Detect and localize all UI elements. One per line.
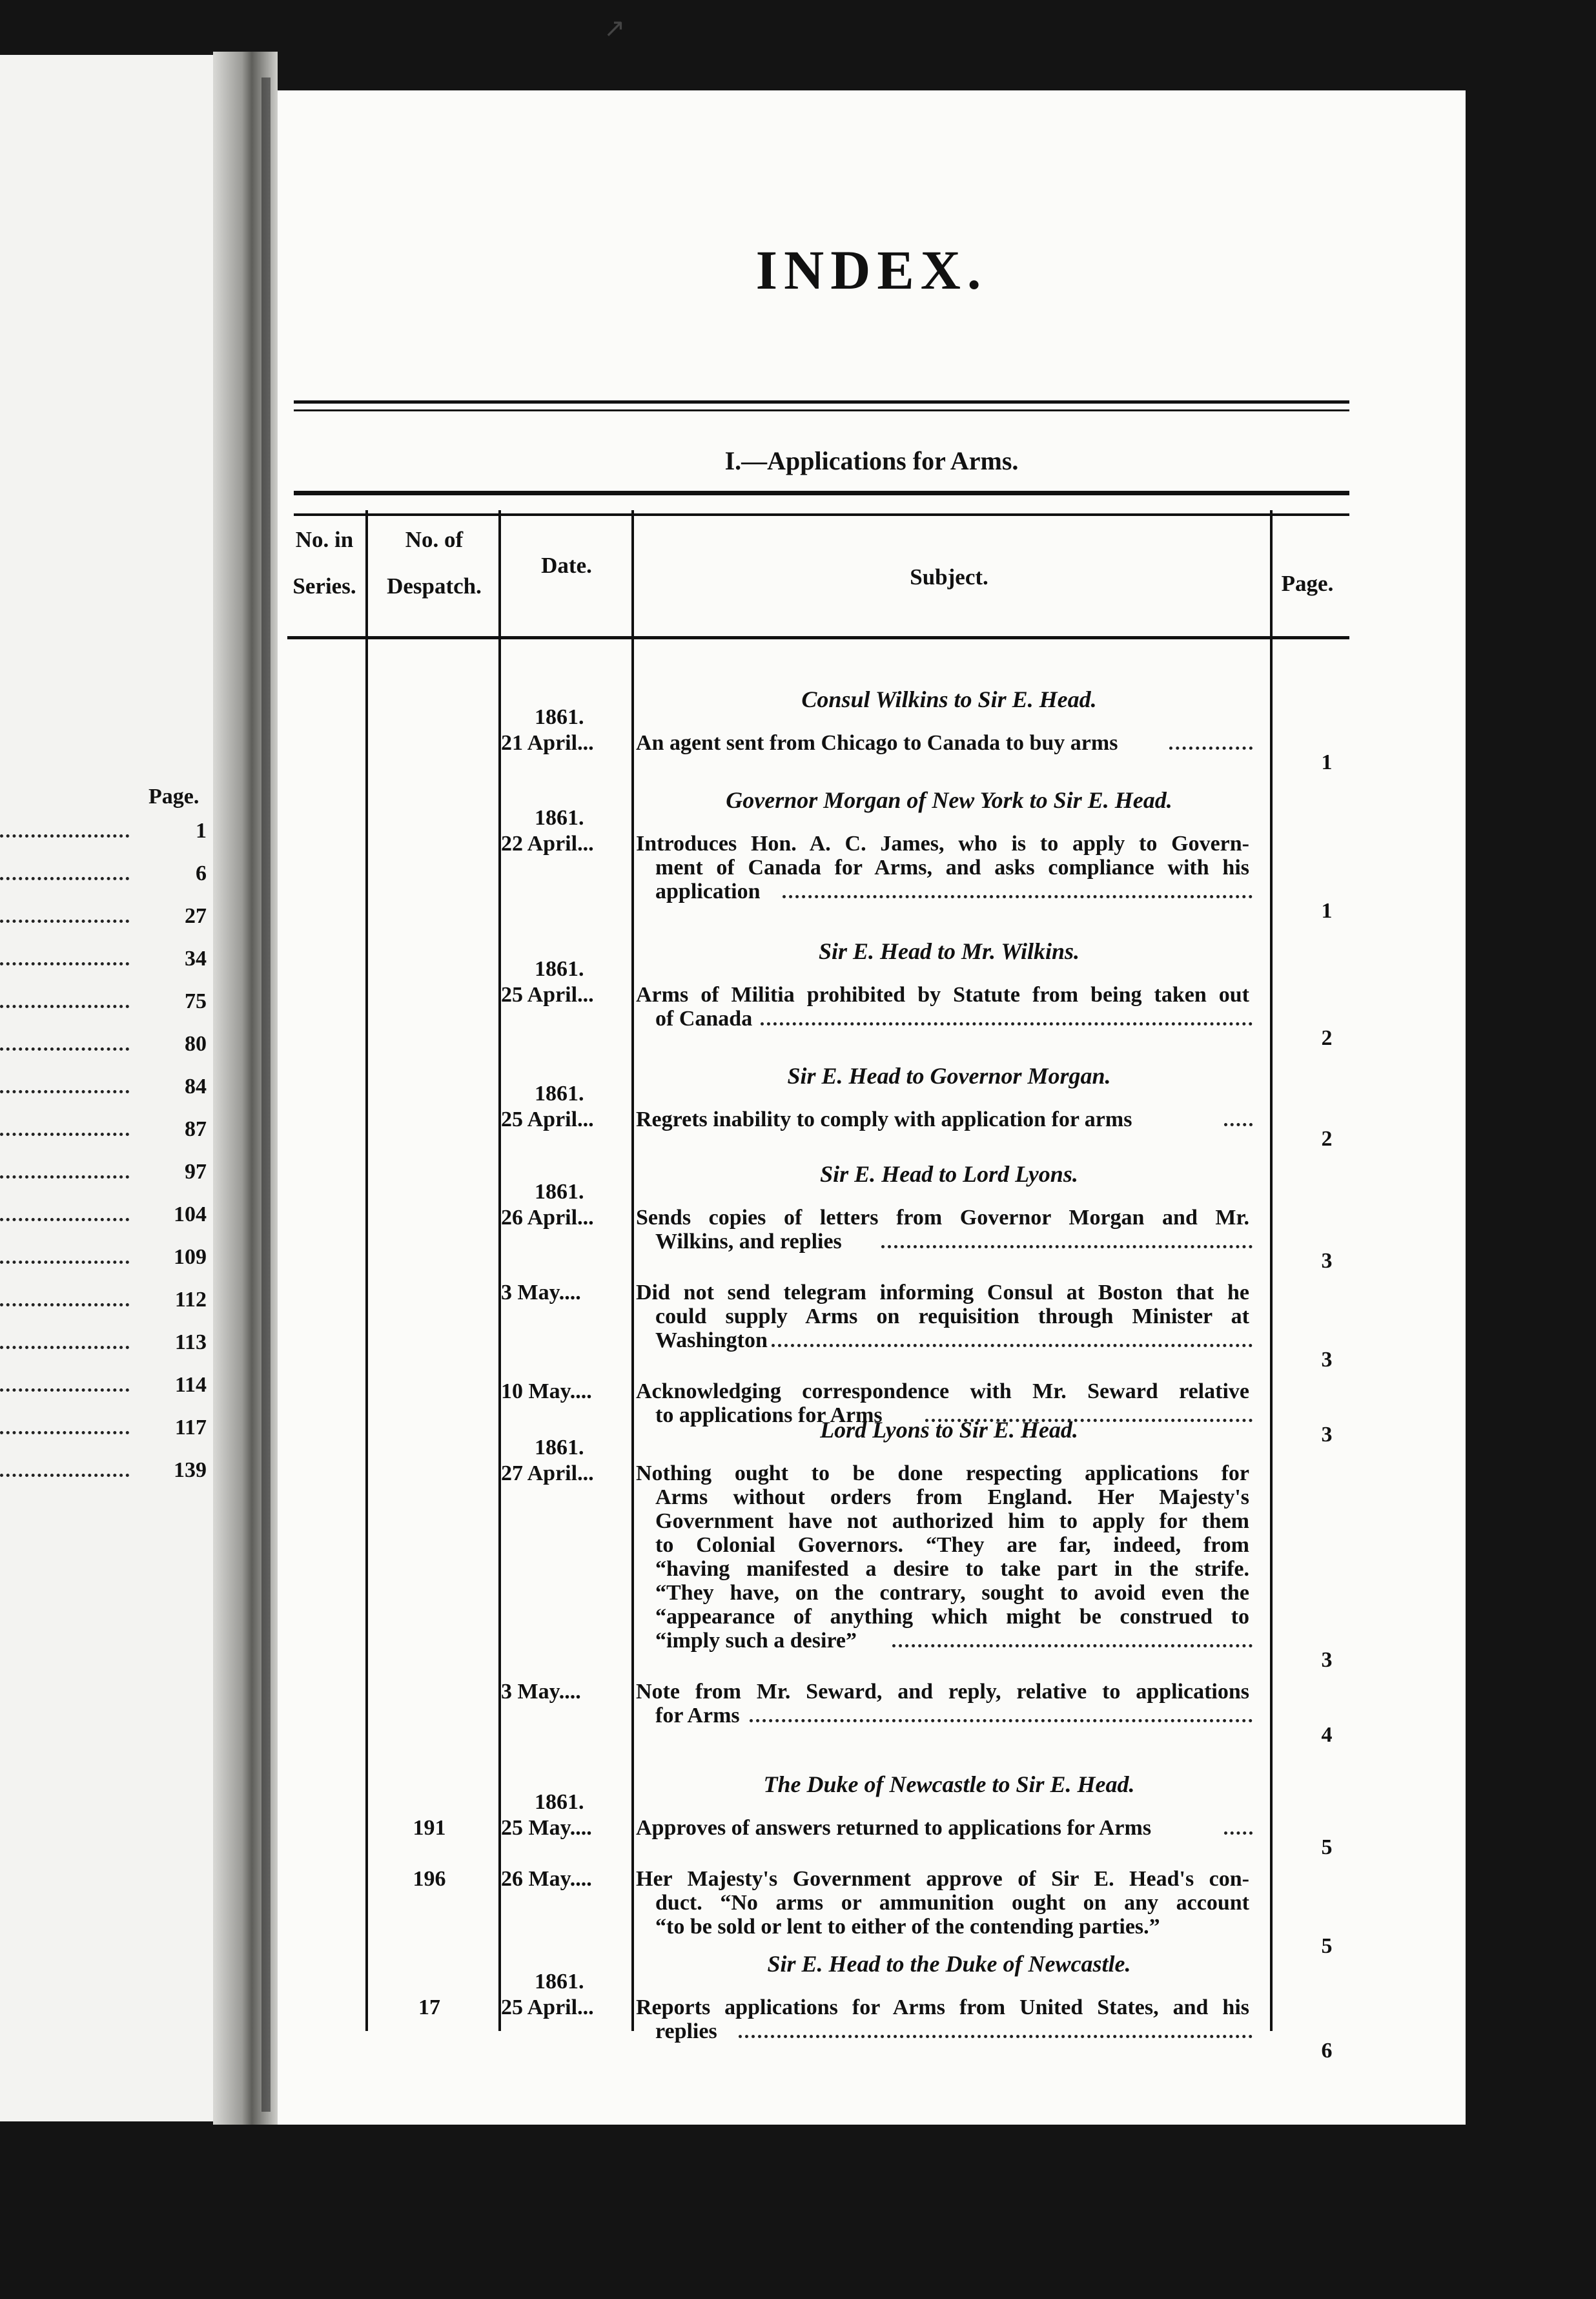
leader-dots bbox=[0, 1090, 129, 1093]
leader-dots bbox=[1169, 747, 1253, 750]
leader-dots bbox=[1224, 1123, 1253, 1126]
col-rule-3 bbox=[631, 510, 634, 2031]
entry-date: 21 April... bbox=[501, 731, 594, 755]
despatch-number: 196 bbox=[413, 1867, 446, 1891]
col-rule-1 bbox=[365, 510, 368, 2031]
entry-date: 27 April... bbox=[501, 1461, 594, 1485]
entry-subject-line: “They have, on the contrary, sought to avoid even the bbox=[655, 1581, 1249, 1605]
title-rule-top bbox=[294, 400, 1349, 404]
entry-date: 25 May.... bbox=[501, 1816, 592, 1840]
entry-subject-line: could supply Arms on requisition through Minister at bbox=[655, 1304, 1249, 1328]
leader-dots bbox=[0, 1261, 129, 1264]
entry-year: 1861. bbox=[535, 1436, 584, 1459]
left-page-number: 117 bbox=[174, 1416, 207, 1439]
group-heading: Sir E. Head to Lord Lyons. bbox=[820, 1161, 1078, 1187]
corner-mark-icon: ↗ bbox=[604, 14, 626, 43]
left-page-row bbox=[0, 1458, 207, 1497]
entry-subject-line: Wilkins, and replies bbox=[655, 1230, 842, 1253]
left-page-number: 84 bbox=[185, 1075, 207, 1098]
leader-dots bbox=[0, 1133, 129, 1136]
left-page-row bbox=[0, 819, 207, 858]
entry-page-number: 1 bbox=[1321, 899, 1333, 923]
left-page-row bbox=[0, 1117, 207, 1156]
entry-subject-line: replies bbox=[655, 2019, 717, 2043]
leader-dots bbox=[0, 1175, 129, 1179]
entry-subject-line: Washington bbox=[655, 1328, 768, 1352]
entry-subject-line: “imply such a desire” bbox=[655, 1629, 857, 1653]
entry-year: 1861. bbox=[535, 1082, 584, 1106]
leader-dots bbox=[0, 834, 129, 838]
entry-date: 25 April... bbox=[501, 1108, 594, 1131]
left-page-row bbox=[0, 1288, 207, 1326]
entry-subject-line: “having manifested a desire to take part in the strife. bbox=[655, 1557, 1249, 1581]
left-page-number: 109 bbox=[174, 1245, 207, 1269]
entry-year: 1861. bbox=[535, 957, 584, 981]
leader-dots bbox=[0, 1303, 129, 1306]
entry-date: 25 April... bbox=[501, 1995, 594, 2019]
left-page-row bbox=[0, 1373, 207, 1412]
col-date: Date. bbox=[541, 553, 592, 578]
leader-dots bbox=[881, 1245, 1253, 1248]
entry-subject-line: Approves of answers returned to applications for Arms bbox=[636, 1816, 1152, 1840]
entry-page-number: 2 bbox=[1321, 1127, 1333, 1151]
entry-subject-line: “appearance of anything which might be construed to bbox=[655, 1605, 1249, 1629]
despatch-number: 191 bbox=[413, 1816, 446, 1840]
entry-subject-line: of Canada bbox=[655, 1007, 753, 1031]
entry-page-number: 3 bbox=[1321, 1648, 1333, 1672]
entry-subject-line: duct. “No arms or ammunition ought on any account bbox=[655, 1891, 1249, 1915]
entry-date: 22 April... bbox=[501, 832, 594, 856]
col-page: Page. bbox=[1281, 571, 1334, 596]
left-page-number: 104 bbox=[174, 1202, 207, 1226]
entry-page-number: 3 bbox=[1321, 1249, 1333, 1273]
entry-subject-line: to Colonial Governors. “They are far, indeed, from bbox=[655, 1533, 1249, 1557]
left-page-number: 27 bbox=[185, 904, 207, 928]
table-rule-second bbox=[294, 513, 1349, 516]
col-rule-4 bbox=[1270, 510, 1273, 2031]
left-page-number: 80 bbox=[185, 1032, 207, 1056]
leader-dots bbox=[783, 895, 1253, 898]
left-page-row bbox=[0, 1330, 207, 1369]
entry-year: 1861. bbox=[535, 806, 584, 830]
entry-subject-line: Government have not authorized him to apply for them bbox=[655, 1509, 1249, 1533]
col-no-in-series: No. in Series. bbox=[292, 527, 356, 599]
section-title: I.—Applications for Arms. bbox=[724, 446, 1019, 475]
left-page-row bbox=[0, 989, 207, 1028]
entry-date: 26 April... bbox=[501, 1206, 594, 1230]
entry-page-number: 4 bbox=[1321, 1723, 1333, 1747]
entry-subject-line: Note from Mr. Seward, and reply, relative to applications bbox=[636, 1680, 1249, 1704]
leader-dots bbox=[892, 1644, 1253, 1647]
leader-dots bbox=[772, 1344, 1253, 1347]
title-rule-bottom bbox=[294, 409, 1349, 411]
left-page-number: 34 bbox=[185, 947, 207, 971]
entry-subject-line: ment of Canada for Arms, and asks compliance with his bbox=[655, 856, 1249, 880]
entry-subject-line: to applications for Arms bbox=[655, 1403, 883, 1427]
entry-year: 1861. bbox=[535, 1180, 584, 1204]
left-page-row bbox=[0, 1075, 207, 1113]
left-page-number: 112 bbox=[174, 1288, 207, 1312]
entry-page-number: 3 bbox=[1321, 1423, 1333, 1447]
despatch-number: 17 bbox=[418, 1995, 440, 2019]
leader-dots bbox=[0, 1346, 129, 1349]
entry-subject-line: Did not send telegram informing Consul at Boston that he bbox=[636, 1281, 1249, 1304]
group-heading: Sir E. Head to Mr. Wilkins. bbox=[818, 938, 1080, 964]
left-page-number: 75 bbox=[185, 989, 207, 1013]
leader-dots bbox=[0, 962, 129, 965]
book-gutter bbox=[213, 52, 278, 2125]
entry-subject-line: application bbox=[655, 880, 761, 903]
entry-subject-line: An agent sent from Chicago to Canada to buy arms bbox=[636, 731, 1118, 755]
left-page-header: Page. bbox=[148, 785, 200, 809]
left-page-row bbox=[0, 861, 207, 900]
entry-subject-line: Arms of Militia prohibited by Statute from being taken out bbox=[636, 983, 1249, 1007]
leader-dots bbox=[0, 1218, 129, 1221]
entry-date: 25 April... bbox=[501, 983, 594, 1007]
entry-subject-line: for Arms bbox=[655, 1704, 740, 1727]
entry-date: 3 May.... bbox=[501, 1680, 581, 1704]
entry-date: 26 May.... bbox=[501, 1867, 592, 1891]
left-page-row bbox=[0, 1032, 207, 1071]
entry-subject-line: Arms without orders from England. Her Majesty's bbox=[655, 1485, 1249, 1509]
group-heading: Lord Lyons to Sir E. Head. bbox=[820, 1417, 1078, 1443]
left-page-row bbox=[0, 1160, 207, 1199]
entry-subject-line: Sends copies of letters from Governor Morgan and Mr. bbox=[636, 1206, 1249, 1230]
entry-page-number: 5 bbox=[1321, 1934, 1333, 1958]
group-heading: Sir E. Head to Governor Morgan. bbox=[787, 1063, 1111, 1089]
entry-subject-line: Nothing ought to be done respecting applications for bbox=[636, 1461, 1249, 1485]
left-page-number: 6 bbox=[196, 861, 207, 885]
leader-dots bbox=[0, 877, 129, 880]
leader-dots bbox=[0, 1431, 129, 1434]
leader-dots bbox=[739, 2035, 1253, 2038]
leader-dots bbox=[0, 1474, 129, 1477]
entry-year: 1861. bbox=[535, 1790, 584, 1814]
entry-subject-line: Her Majesty's Government approve of Sir E. Head's con- bbox=[636, 1867, 1249, 1891]
col-no-of-despatch: No. of Despatch. bbox=[387, 527, 482, 599]
entry-date: 3 May.... bbox=[501, 1281, 581, 1304]
entry-subject-line: Acknowledging correspondence with Mr. Seward relative bbox=[636, 1379, 1249, 1403]
leader-dots bbox=[1224, 1831, 1253, 1835]
left-page-row bbox=[0, 1416, 207, 1454]
entry-year: 1861. bbox=[535, 705, 584, 729]
leader-dots bbox=[761, 1022, 1253, 1026]
left-page-number: 1 bbox=[196, 819, 207, 843]
entry-page-number: 6 bbox=[1321, 2039, 1333, 2063]
entry-page-number: 5 bbox=[1321, 1835, 1333, 1859]
entry-subject-line: Reports applications for Arms from United States, and his bbox=[636, 1995, 1249, 2019]
page-title: INDEX. bbox=[755, 239, 988, 301]
left-page-number: 97 bbox=[185, 1160, 207, 1184]
left-page-number: 114 bbox=[174, 1373, 207, 1397]
entry-page-number: 1 bbox=[1321, 750, 1333, 774]
left-page-number: 113 bbox=[174, 1330, 207, 1354]
left-page-number: 87 bbox=[185, 1117, 207, 1141]
entry-subject-line: Regrets inability to comply with application for arms bbox=[636, 1108, 1132, 1131]
table-rule-top bbox=[294, 491, 1349, 495]
group-heading: Sir E. Head to the Duke of Newcastle. bbox=[767, 1951, 1131, 1977]
left-page-row bbox=[0, 947, 207, 985]
leader-dots bbox=[0, 1388, 129, 1392]
leader-dots bbox=[0, 1047, 129, 1051]
col-subject: Subject. bbox=[910, 564, 988, 590]
entry-page-number: 2 bbox=[1321, 1026, 1333, 1050]
left-page-row bbox=[0, 904, 207, 943]
leader-dots bbox=[0, 1005, 129, 1008]
left-page-number: 139 bbox=[174, 1458, 207, 1482]
entry-page-number: 3 bbox=[1321, 1348, 1333, 1372]
entry-subject-line: Introduces Hon. A. C. James, who is to apply to Govern- bbox=[636, 832, 1249, 856]
left-page-row bbox=[0, 1245, 207, 1284]
left-page-row bbox=[0, 1202, 207, 1241]
entry-subject-line: “to be sold or lent to either of the contending parties.” bbox=[655, 1915, 1160, 1939]
leader-dots bbox=[0, 920, 129, 923]
group-heading: Consul Wilkins to Sir E. Head. bbox=[801, 686, 1097, 712]
leader-dots bbox=[750, 1719, 1253, 1722]
header-rule bbox=[287, 636, 1349, 639]
group-heading: The Duke of Newcastle to Sir E. Head. bbox=[763, 1771, 1135, 1797]
group-heading: Governor Morgan of New York to Sir E. Head. bbox=[726, 787, 1172, 813]
entry-date: 10 May.... bbox=[501, 1379, 592, 1403]
entry-year: 1861. bbox=[535, 1970, 584, 1994]
